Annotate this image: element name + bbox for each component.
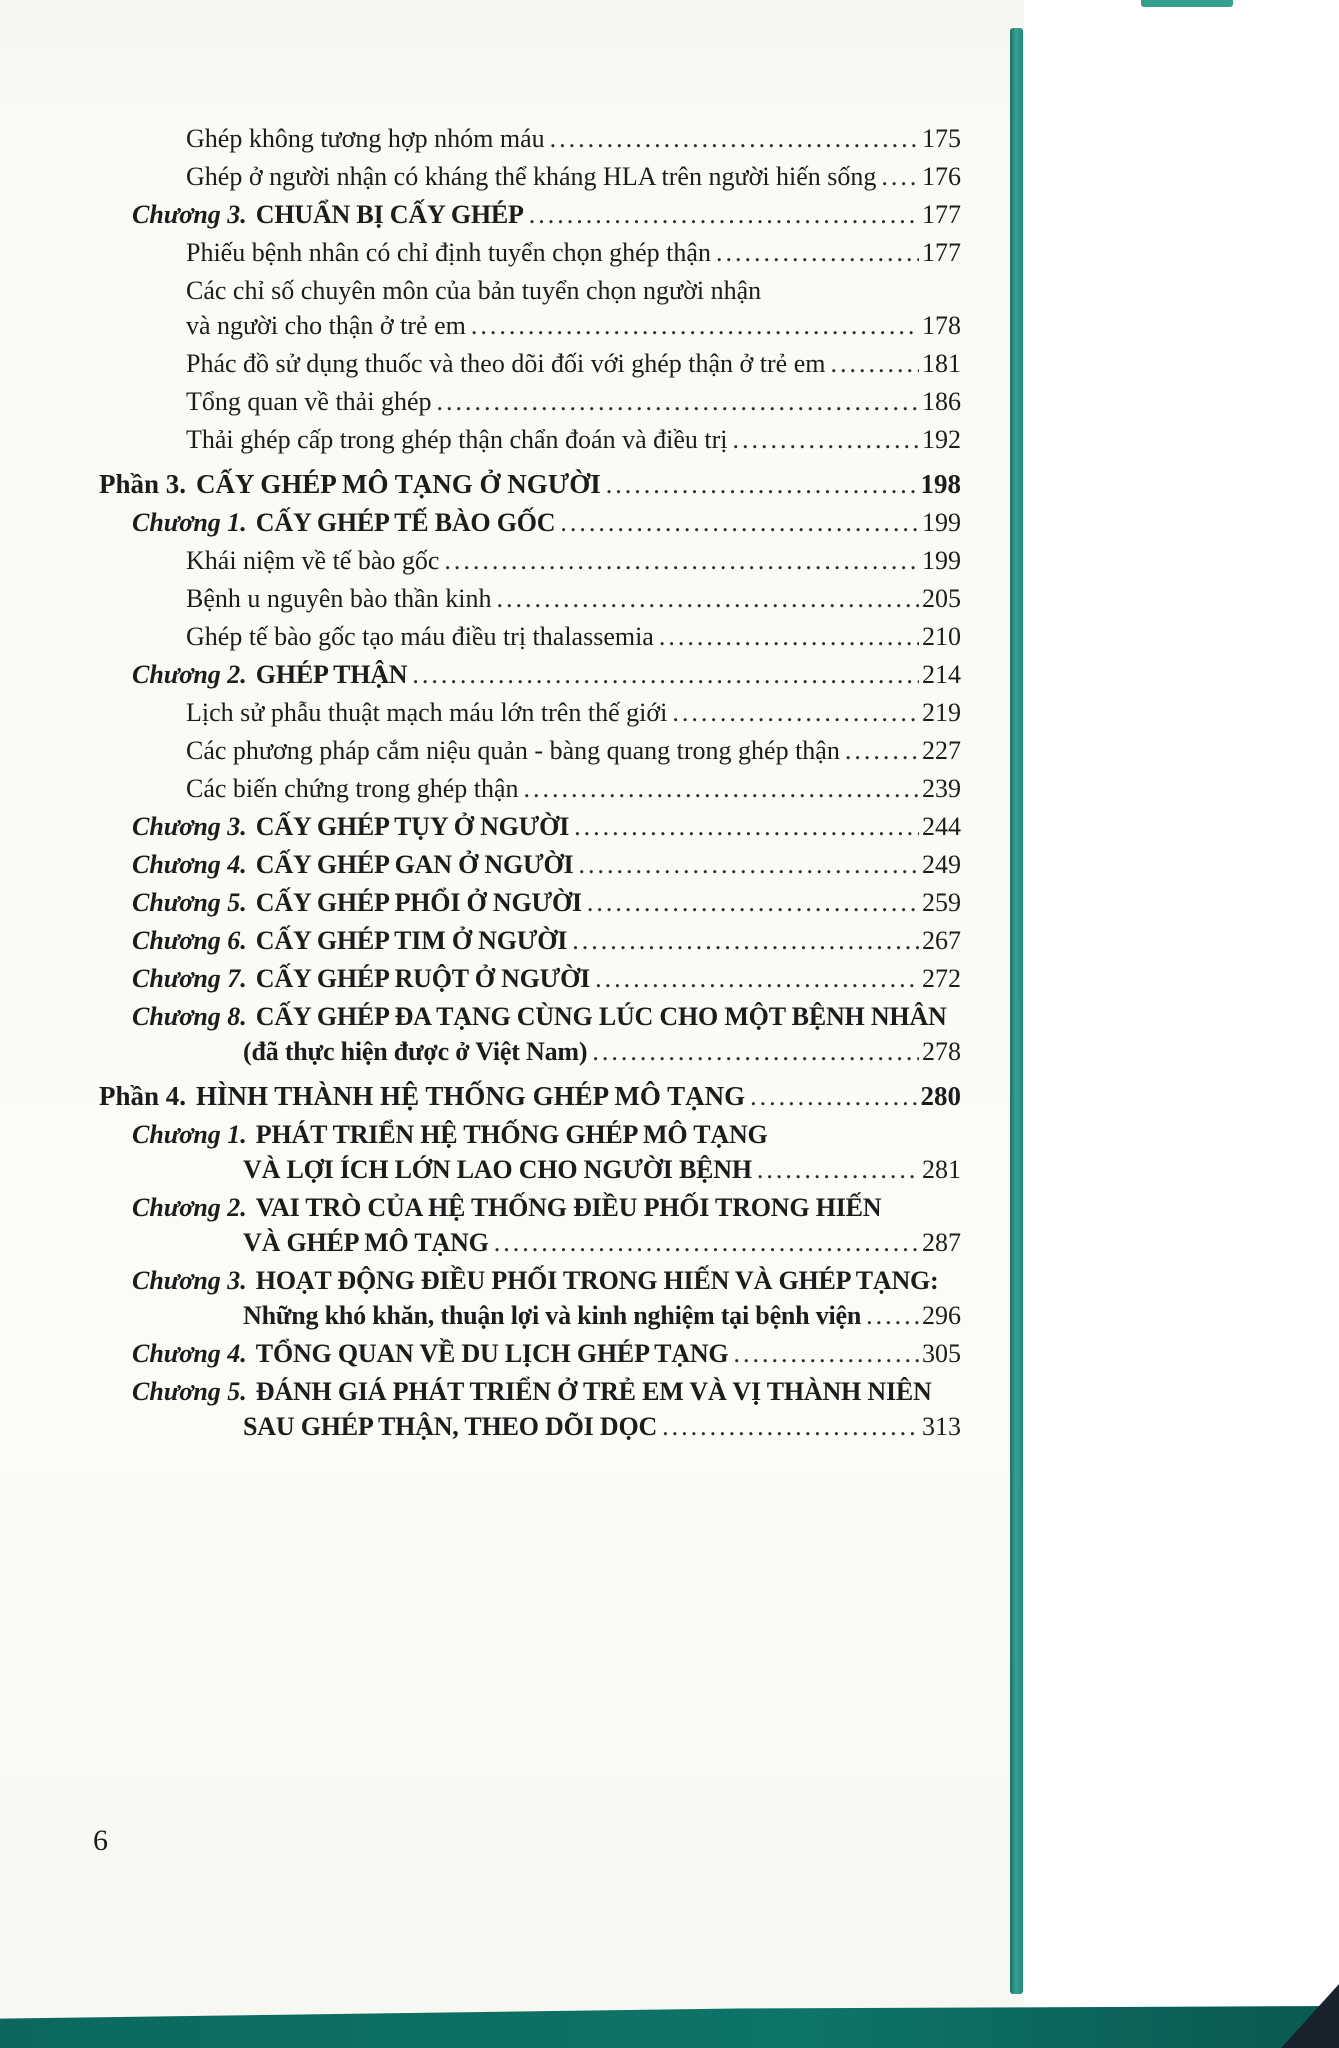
toc-dot-leader: [471, 308, 919, 343]
toc-dot-leader: [574, 809, 919, 844]
toc-entry-title: Phiếu bệnh nhân có chỉ định tuyển chọn ghép thận: [186, 238, 711, 267]
book-cover-edge-strip: [1010, 28, 1023, 1994]
toc-dot-leader: [881, 159, 919, 194]
toc-entry: [99, 847, 961, 882]
toc-entry: [99, 384, 961, 419]
toc-dot-leader: [716, 235, 919, 270]
toc-page-number: 267: [922, 926, 961, 955]
toc-dot-leader: [845, 733, 919, 768]
toc-entry-prefix: Chương 3.: [132, 812, 247, 841]
toc-entry: [99, 346, 961, 381]
toc-entry-line: [186, 695, 961, 730]
toc-entry-line: [186, 619, 961, 654]
toc-page-number: 227: [922, 736, 961, 765]
toc-entry-title: Ghép ở người nhận có kháng thể kháng HLA trên người hiến sống: [186, 162, 877, 191]
toc-entry-line: [186, 308, 961, 343]
toc-entry-title: HÌNH THÀNH HỆ THỐNG GHÉP MÔ TẠNG: [196, 1081, 746, 1111]
toc-entry-title: CẤY GHÉP TIM Ở NGƯỜI: [255, 926, 568, 955]
toc-page-number: 177: [922, 200, 961, 229]
toc-entry-title: GHÉP THẬN: [255, 660, 408, 689]
toc-page-number: 192: [922, 425, 961, 454]
toc-dot-leader: [733, 1336, 919, 1371]
toc-entry-line: [132, 1409, 961, 1444]
toc-entry-prefix: Chương 7.: [132, 964, 247, 993]
toc-entry-line: [186, 384, 961, 419]
toc-page-number: 199: [922, 546, 961, 575]
toc-entry: [99, 121, 961, 156]
toc-entry: [99, 961, 961, 996]
toc-page-number: 278: [922, 1037, 961, 1066]
toc-entry: [99, 467, 961, 502]
toc-entry: [99, 999, 961, 1069]
toc-entry-line: [186, 733, 961, 768]
toc-entry-title: VAI TRÒ CỦA HỆ THỐNG ĐIỀU PHỐI TRONG HIẾN: [255, 1193, 882, 1222]
toc-page-number: 181: [922, 349, 961, 378]
toc-entry-prefix: Chương 5.: [132, 888, 247, 917]
toc-dot-leader: [524, 771, 919, 806]
toc-entry-prefix: Chương 6.: [132, 926, 247, 955]
toc-entry-line: [132, 847, 961, 882]
toc-entry-title-continuation: (đã thực hiện được ở Việt Nam): [243, 1037, 588, 1066]
toc-entry: [99, 581, 961, 616]
toc-entry: [99, 197, 961, 232]
toc-entry: [99, 657, 961, 692]
toc-page-number: 244: [922, 812, 961, 841]
toc-dot-leader: [496, 581, 919, 616]
toc-page-number: 177: [922, 238, 961, 267]
toc-entry: [99, 159, 961, 194]
toc-entry-title: CẤY GHÉP MÔ TẠNG Ở NGƯỜI: [196, 469, 601, 499]
toc-entry-title: Lịch sử phẫu thuật mạch máu lớn trên thế giới: [186, 698, 668, 727]
toc-entry-line: [132, 1117, 961, 1152]
toc-page-number: 249: [922, 850, 961, 879]
toc-entry: [99, 733, 961, 768]
toc-entry-prefix: Chương 2.: [132, 1193, 247, 1222]
toc-dot-leader: [732, 422, 919, 457]
toc-page-number: 175: [922, 124, 961, 153]
toc-entry-line: [186, 235, 961, 270]
toc-entry: [99, 1263, 961, 1333]
toc-dot-leader: [595, 961, 919, 996]
toc-entry-prefix: Phần 4.: [99, 1081, 187, 1111]
toc-entry-line: [186, 422, 961, 457]
toc-page-number: 305: [922, 1339, 961, 1368]
toc-dot-leader: [529, 197, 919, 232]
toc-entry: [99, 619, 961, 654]
toc-entry-line: [132, 809, 961, 844]
toc-dot-leader: [750, 1079, 917, 1114]
toc-dot-leader: [606, 467, 918, 502]
toc-entry-line: [132, 1374, 961, 1409]
top-right-cover-mark: [1141, 0, 1233, 7]
toc-entry-line: [132, 1298, 961, 1333]
toc-entry-prefix: Chương 1.: [132, 1120, 247, 1149]
toc-dot-leader: [550, 121, 919, 156]
toc-entry-title: Khái niệm về tế bào gốc: [186, 546, 440, 575]
toc-entry-line: [132, 1034, 961, 1069]
toc-entry-title-continuation: và người cho thận ở trẻ em: [186, 311, 466, 340]
toc-entry-line: [186, 581, 961, 616]
toc-entry-line: [132, 999, 961, 1034]
toc-page-number: 296: [922, 1301, 961, 1330]
toc-entry-title: Phác đồ sử dụng thuốc và theo dõi đối với ghép thận ở trẻ em: [186, 349, 826, 378]
toc-entry-prefix: Chương 1.: [132, 508, 247, 537]
toc-entry-title: Tổng quan về thải ghép: [186, 387, 432, 416]
toc-dot-leader: [866, 1298, 919, 1333]
toc-entry-title-continuation: SAU GHÉP THẬN, THEO DÕI DỌC: [243, 1412, 658, 1441]
toc-entry-prefix: Chương 4.: [132, 1339, 247, 1368]
toc-entry-prefix: Phần 3.: [99, 469, 187, 499]
toc-page-number: 205: [922, 584, 961, 613]
toc-entry-title: Thải ghép cấp trong ghép thận chẩn đoán và điều trị: [186, 425, 728, 454]
toc-entry-line: [186, 159, 961, 194]
toc-dot-leader: [437, 384, 920, 419]
toc-entry: [99, 273, 961, 343]
toc-entry-line: [132, 1152, 961, 1187]
toc-dot-leader: [592, 1034, 919, 1069]
toc-page-number: 219: [922, 698, 961, 727]
toc-entry-title: TỔNG QUAN VỀ DU LỊCH GHÉP TẠNG: [255, 1339, 729, 1368]
toc-page-number: 199: [922, 508, 961, 537]
toc-entry: [99, 1117, 961, 1187]
toc-dot-leader: [757, 1152, 919, 1187]
toc-entry: [99, 235, 961, 270]
toc-entry: [99, 885, 961, 920]
toc-entry-title: CẤY GHÉP TỤY Ở NGƯỜI: [255, 812, 570, 841]
toc-entry-title: Các phương pháp cắm niệu quản - bàng quang trong ghép thận: [186, 736, 840, 765]
toc-list: [99, 121, 961, 1447]
toc-entry: [99, 1336, 961, 1371]
toc-page-number: 313: [922, 1412, 961, 1441]
toc-entry-title: CẤY GHÉP GAN Ở NGƯỜI: [255, 850, 574, 879]
bottom-cover-edge-band: [0, 2006, 1339, 2048]
toc-dot-leader: [560, 505, 919, 540]
toc-page-number: 281: [922, 1155, 961, 1184]
toc-dot-leader: [672, 695, 919, 730]
toc-entry-title: Ghép không tương hợp nhóm máu: [186, 124, 545, 153]
toc-entry-line: [186, 771, 961, 806]
toc-entry-title-continuation: VÀ LỢI ÍCH LỚN LAO CHO NGƯỜI BỆNH: [243, 1155, 752, 1184]
toc-entry-line: [132, 505, 961, 540]
toc-page-number: 178: [922, 311, 961, 340]
toc-entry-title: Các chỉ số chuyên môn của bản tuyển chọn người nhận: [186, 276, 762, 305]
toc-entry: [99, 923, 961, 958]
toc-dot-leader: [412, 657, 919, 692]
toc-entry-line: [132, 1225, 961, 1260]
toc-entry-title: Bệnh u nguyên bào thần kinh: [186, 584, 492, 613]
toc-entry-title: ĐÁNH GIÁ PHÁT TRIỂN Ở TRẺ EM VÀ VỊ THÀNH NIÊN: [255, 1377, 932, 1406]
toc-dot-leader: [662, 1409, 919, 1444]
toc-entry-title: HOẠT ĐỘNG ĐIỀU PHỐI TRONG HIẾN VÀ GHÉP TẠNG:: [255, 1266, 939, 1295]
toc-entry: [99, 422, 961, 457]
toc-entry-line: [132, 1190, 961, 1225]
adjacent-page-margin: [1024, 0, 1339, 2048]
toc-entry-prefix: Chương 3.: [132, 200, 247, 229]
toc-dot-leader: [444, 543, 919, 578]
page-number-footer: 6: [93, 1824, 108, 1857]
toc-entry-title: Ghép tế bào gốc tạo máu điều trị thalassemia: [186, 622, 654, 651]
toc-entry-prefix: Chương 4.: [132, 850, 247, 879]
toc-page-number: 186: [922, 387, 961, 416]
toc-entry-line: [99, 1079, 961, 1114]
toc-entry-prefix: Chương 5.: [132, 1377, 247, 1406]
toc-page-number: 239: [922, 774, 961, 803]
toc-entry: [99, 1374, 961, 1444]
toc-entry-line: [132, 885, 961, 920]
toc-dot-leader: [578, 847, 919, 882]
toc-page-number: 280: [920, 1081, 961, 1111]
toc-entry-line: [186, 273, 961, 308]
toc-entry-line: [132, 1263, 961, 1298]
toc-dot-leader: [830, 346, 919, 381]
toc-entry-line: [99, 467, 961, 502]
toc-dot-leader: [587, 885, 919, 920]
toc-entry: [99, 809, 961, 844]
toc-entry-prefix: Chương 8.: [132, 1002, 247, 1031]
toc-entry-title: Các biến chứng trong ghép thận: [186, 774, 519, 803]
toc-entry-line: [132, 961, 961, 996]
toc-page-number: 176: [922, 162, 961, 191]
toc-entry-title: CẤY GHÉP ĐA TẠNG CÙNG LÚC CHO MỘT BỆNH NHÂN: [255, 1002, 947, 1031]
toc-page-number: 214: [922, 660, 961, 689]
toc-page-number: 259: [922, 888, 961, 917]
toc-page-number: 272: [922, 964, 961, 993]
toc-entry: [99, 1079, 961, 1114]
toc-entry-prefix: Chương 3.: [132, 1266, 247, 1295]
toc-entry-line: [132, 1336, 961, 1371]
toc-entry-line: [186, 121, 961, 156]
toc-entry: [99, 543, 961, 578]
toc-entry: [99, 505, 961, 540]
toc-entry-title: CẤY GHÉP TẾ BÀO GỐC: [255, 508, 556, 537]
toc-dot-leader: [659, 619, 919, 654]
toc-entry-line: [132, 197, 961, 232]
toc-entry-prefix: Chương 2.: [132, 660, 247, 689]
toc-entry-title-continuation: Những khó khăn, thuận lợi và kinh nghiệm tại bệnh viện: [243, 1301, 862, 1330]
toc-dot-leader: [494, 1225, 919, 1260]
toc-entry: [99, 695, 961, 730]
toc-entry-title: CHUẨN BỊ CẤY GHÉP: [255, 200, 524, 229]
toc-entry-line: [132, 657, 961, 692]
toc-page-number: 210: [922, 622, 961, 651]
toc-entry-title-continuation: VÀ GHÉP MÔ TẠNG: [243, 1228, 489, 1257]
toc-entry: [99, 1190, 961, 1260]
toc-entry: [99, 771, 961, 806]
toc-entry-line: [132, 923, 961, 958]
toc-entry-line: [186, 543, 961, 578]
toc-dot-leader: [572, 923, 919, 958]
toc-entry-line: [186, 346, 961, 381]
toc-page-number: 198: [920, 469, 961, 499]
toc-entry-title: CẤY GHÉP RUỘT Ở NGƯỜI: [255, 964, 591, 993]
toc-page-number: 287: [922, 1228, 961, 1257]
toc-entry-title: PHÁT TRIỂN HỆ THỐNG GHÉP MÔ TẠNG: [255, 1120, 768, 1149]
toc-entry-title: CẤY GHÉP PHỔI Ở NGƯỜI: [255, 888, 582, 917]
